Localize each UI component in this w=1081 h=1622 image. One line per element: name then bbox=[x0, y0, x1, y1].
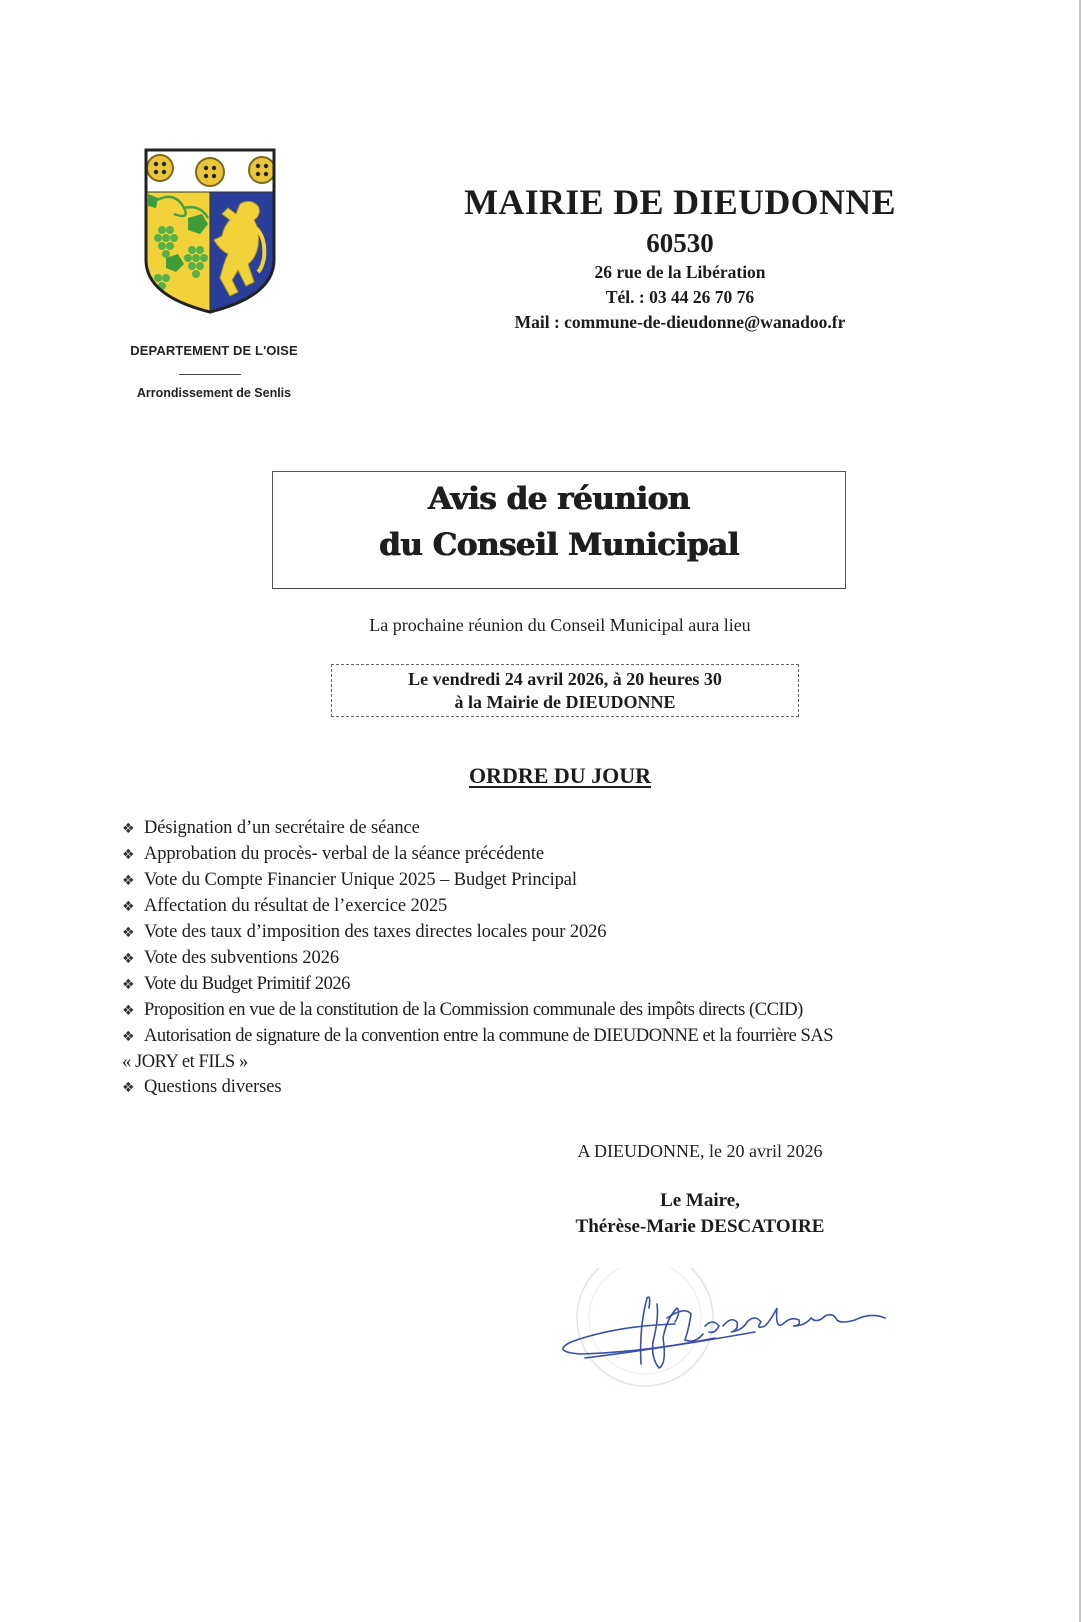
mairie-header bbox=[430, 180, 930, 335]
agenda-item-text: Vote des taux d’imposition des taxes directes locales pour 2026 bbox=[144, 922, 607, 942]
notice-title-box bbox=[272, 471, 846, 589]
agenda-item bbox=[122, 1024, 1012, 1075]
agenda-item-text: Vote des subventions 2026 bbox=[144, 948, 340, 968]
notice-title-line-2: du Conseil Municipal bbox=[379, 527, 739, 563]
diamond-bullet-icon: ❖ bbox=[122, 925, 135, 941]
agenda-item-text: Proposition en vue de la constitution de la Commission communale des impôts directs (CCID) bbox=[144, 1000, 803, 1020]
signatory-role: Le Maire, bbox=[660, 1190, 740, 1211]
agenda-item bbox=[122, 894, 1012, 920]
agenda-item bbox=[122, 816, 1012, 842]
agenda-item bbox=[122, 998, 1012, 1024]
signatory-name: Thérèse-Marie DESCATOIRE bbox=[575, 1216, 825, 1237]
diamond-bullet-icon: ❖ bbox=[122, 899, 135, 915]
agenda-item-text: Désignation d’un secrétaire de séance bbox=[144, 818, 420, 838]
agenda-item bbox=[122, 946, 1012, 972]
department-label: DEPARTEMENT DE L'OISE bbox=[130, 343, 298, 358]
department-divider bbox=[179, 374, 241, 375]
diamond-bullet-icon: ❖ bbox=[122, 1080, 135, 1096]
diamond-bullet-icon: ❖ bbox=[122, 1003, 135, 1019]
meeting-location: à la Mairie de DIEUDONNE bbox=[454, 692, 676, 712]
meeting-date-box bbox=[331, 664, 799, 717]
diamond-bullet-icon: ❖ bbox=[122, 821, 135, 837]
diamond-bullet-icon: ❖ bbox=[122, 951, 135, 967]
diamond-bullet-icon: ❖ bbox=[122, 977, 135, 993]
arrondissement-label: Arrondissement de Senlis bbox=[136, 386, 292, 400]
agenda-item-text: Vote du Compte Financier Unique 2025 – Budget Principal bbox=[144, 870, 577, 890]
agenda-item-text: Affectation du résultat de l’exercice 2025 bbox=[144, 896, 448, 916]
email-address: Mail : commune-de-dieudonne@wanadoo.fr bbox=[514, 312, 846, 332]
diamond-bullet-icon: ❖ bbox=[122, 847, 135, 863]
handwritten-signature-icon bbox=[555, 1268, 925, 1398]
agenda-list bbox=[122, 816, 1012, 1101]
postcode: 60530 bbox=[646, 228, 714, 258]
agenda-item-text: Questions diverses bbox=[144, 1077, 282, 1097]
agenda-item-continuation: « JORY et FILS » bbox=[122, 1052, 248, 1072]
notice-title-line-1: Avis de réunion bbox=[428, 481, 690, 517]
agenda-item-text: Approbation du procès- verbal de la séance précédente bbox=[144, 844, 544, 864]
mairie-title: MAIRIE DE DIEUDONNE bbox=[464, 182, 896, 222]
agenda-item bbox=[122, 1075, 1012, 1101]
coat-of-arms-icon bbox=[144, 148, 276, 314]
agenda-item bbox=[122, 868, 1012, 894]
meeting-date: Le vendredi 24 avril 2026, à 20 heures 30 bbox=[408, 669, 722, 689]
diamond-bullet-icon: ❖ bbox=[122, 1029, 135, 1045]
phone-number: Tél. : 03 44 26 70 76 bbox=[605, 287, 755, 307]
street-address: 26 rue de la Libération bbox=[594, 262, 766, 282]
signatory-block bbox=[520, 1188, 880, 1240]
diamond-bullet-icon: ❖ bbox=[122, 873, 135, 889]
agenda-item-text: Vote du Budget Primitif 2026 bbox=[144, 974, 350, 994]
place-and-date: A DIEUDONNE, le 20 avril 2026 bbox=[577, 1141, 823, 1161]
agenda-heading: ORDRE DU JOUR bbox=[468, 763, 652, 788]
agenda-item bbox=[122, 972, 1012, 998]
meeting-intro: La prochaine réunion du Conseil Municipal aura lieu bbox=[369, 615, 751, 635]
agenda-item bbox=[122, 920, 1012, 946]
agenda-item bbox=[122, 842, 1012, 868]
agenda-item-text: Autorisation de signature de la convention entre la commune de DIEUDONNE et la fourrière SAS bbox=[144, 1026, 834, 1046]
